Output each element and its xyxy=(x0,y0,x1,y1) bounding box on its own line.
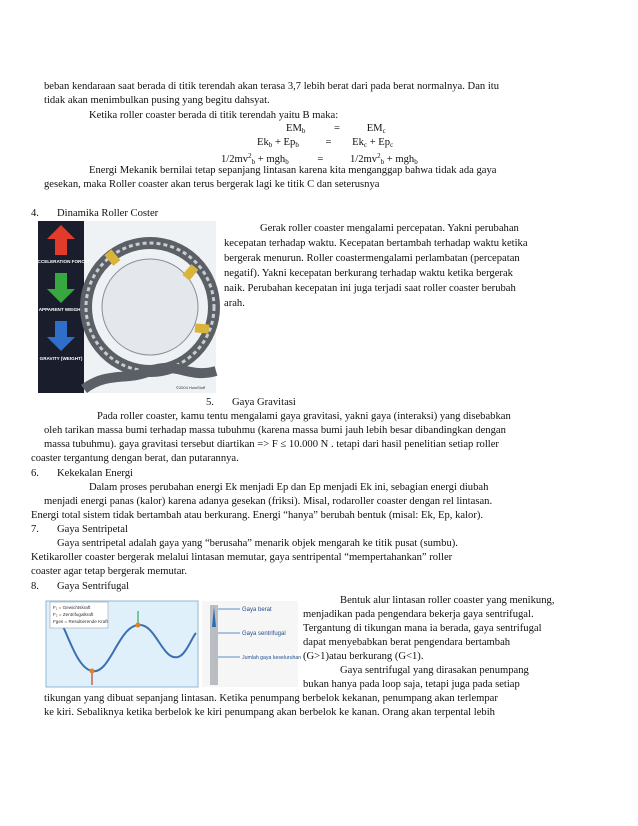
text-line: menjadikan pada pengendara bekerja gaya sentrifugal. xyxy=(303,609,534,620)
text-line: arah. xyxy=(224,298,245,309)
equation-2: $Ek_b + Ep_b = Ek_c + Ep_c$ xyxy=(257,137,394,149)
text-line: tidak akan menimbulkan pusing yang begitu dahsyat. xyxy=(44,95,270,106)
text-line: Gerak roller coaster mengalami percepatan. Yakni perubahan xyxy=(260,223,519,234)
figure-label: Gaya berat xyxy=(242,607,272,613)
legend-item: F₁ = Gewichtskraft xyxy=(53,605,91,610)
section-title: Gaya Sentrifugal xyxy=(57,581,130,592)
text-line: bergerak menurun. Roller coastermengalami perlambatan (percepatan xyxy=(224,253,520,264)
text-line: Ketikaroller coaster bergerak melalui lintasan memutar, gaya sentripental “mempertahankan” roller xyxy=(31,552,453,563)
legend-item: Fges = Resultierende Kraft xyxy=(53,619,108,624)
equation-3: $1/2mv^2_b + mgh_b = 1/2mv^2_b + mgh_b$ xyxy=(221,152,418,166)
text-line: coaster tergantung dengan berat, dan putarannya. xyxy=(31,453,239,464)
section-title: Dinamika Roller Coster xyxy=(57,208,159,219)
section-title: Gaya Sentripetal xyxy=(57,524,128,535)
text-line: coaster agar tetap bergerak memutar. xyxy=(31,566,187,577)
text-line: tikungan yang dibuat sepanjang lintasan. Ketika penumpang berbelok kekanan, penumpang akan terlempar xyxy=(44,693,498,704)
legend-label: APPARENT WEIGHT xyxy=(38,307,84,312)
legend-label: "ACCELERATION FORCE" xyxy=(32,259,90,264)
text-line: oleh tarikan massa bumi terhadap massa tubuhmu (karena massa bumi jauh lebih besar dibandingkan dengan xyxy=(44,425,506,436)
text-line: Gaya sentrifugal yang dirasakan penumpang xyxy=(340,665,529,676)
text-line: Ketika roller coaster berada di titik terendah yaitu B maka: xyxy=(89,110,339,121)
section-title: Kekekalan Energi xyxy=(57,468,133,479)
text-line: negatif). Yakni kecepatan berkurang terhadap waktu ketika bergerak xyxy=(224,268,513,279)
figure-credit: ©2004 HowStuff xyxy=(176,385,206,390)
text-line: Energi Mekanik bernilai tetap sepanjang lintasan karena kita menganggap bahwa tidak ada gaya xyxy=(89,165,497,176)
figure-label: Jumlah gaya keseluruhan xyxy=(242,655,302,661)
text-line: massa tubuhmu). gaya gravitasi tersebut diartikan => F ≤ 10.000 N . tetapi dari hasil penelitian setiap roller xyxy=(44,439,499,450)
text-line: (G>1)atau berkurang (G<1). xyxy=(303,651,424,662)
section-number: 6. xyxy=(31,468,39,479)
equation-1: $EM_b = EM_c$ xyxy=(286,123,386,135)
text-line: bukan hanya pada loop saja, tetapi juga pada setiap xyxy=(303,679,520,690)
section-number: 8. xyxy=(31,581,39,592)
legend-label: GRAVITY (WEIGHT) xyxy=(39,356,83,361)
figure-label: Gaya sentrifugal xyxy=(242,631,286,637)
text-line: Pada roller coaster, kamu tentu mengalami gaya gravitasi, yakni gaya (interaksi) yang disebabkan xyxy=(97,411,511,422)
text-line: beban kendaraan saat berada di titik terendah akan terasa 3,7 lebih berat dari pada berat normalnya. Dan itu xyxy=(44,81,500,92)
text-line: dapat menyebabkan berat pengendara bertambah xyxy=(303,637,511,648)
text-line: gesekan, maka Roller coaster akan terus bergerak lagi ke titik C dan seterusnya xyxy=(44,179,380,190)
section-number: 4. xyxy=(31,208,39,219)
centrifugal-force-figure xyxy=(44,597,300,689)
text-line: ke kiri. Sebaliknya ketika berbelok ke kiri penumpang akan berbelok ke kanan. Orang akan terpental lebih xyxy=(44,707,495,718)
section-number: 7. xyxy=(31,524,39,535)
text-line: menjadi energi panas (kalor) karena adanya gesekan (friksi). Misal, rodaroller coaster dengan rel lintasan. xyxy=(44,496,493,507)
text-line: Bentuk alur lintasan roller coaster yang menikung, xyxy=(340,595,555,606)
text-line: Dalam proses perubahan energi Ek menjadi Ep dan Ep menjadi Ek ini, sebagian energi diubah xyxy=(89,482,489,493)
legend-item: F₂ = Zentrifugalkraft xyxy=(53,612,94,617)
section-title: Gaya Gravitasi xyxy=(232,397,296,408)
text-line: Energi total sistem tidak bertambah atau berkurang. Energi “hanya” berubah bentuk (misal: Ek, Ep, kalor). xyxy=(31,510,484,521)
text-line: naik. Perubahan kecepatan ini juga terjadi saat roller coaster berubah xyxy=(224,283,516,294)
text-line: Tergantung di tikungan mana ia berada, gaya sentrifugal xyxy=(303,623,542,634)
section-number: 5. xyxy=(206,397,214,408)
text-line: kecepatan terhadap waktu. Kecepatan bertambah terhadap waktu ketika xyxy=(224,238,528,249)
text-line: Gaya sentripetal adalah gaya yang “berusaha” menarik objek mengarah ke titik pusat (sumbu). xyxy=(57,538,458,549)
roller-coaster-loop-figure xyxy=(32,221,216,393)
